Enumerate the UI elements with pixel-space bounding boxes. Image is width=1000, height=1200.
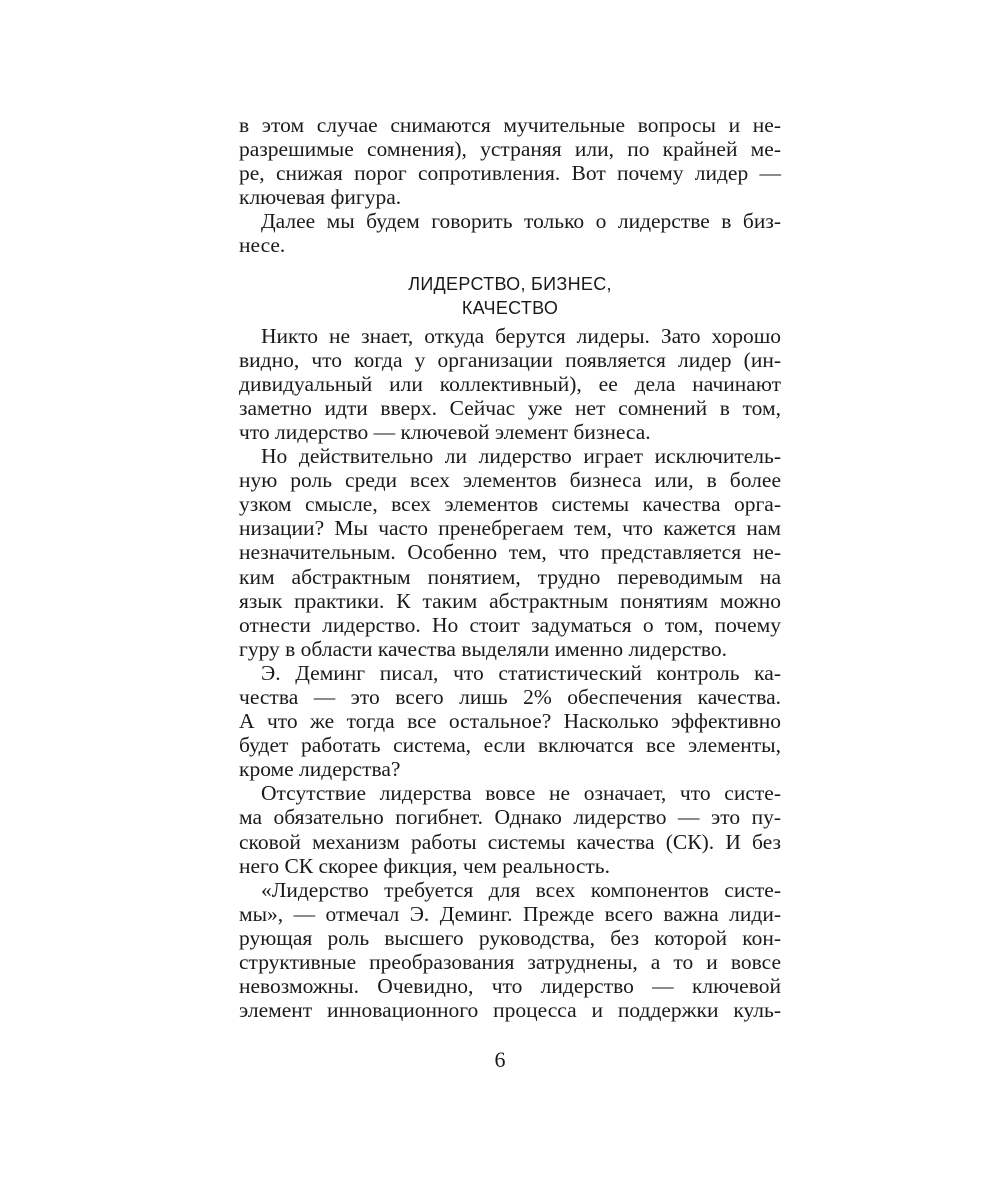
text-line: узком смысле, всех элементов системы качества орга- xyxy=(239,492,781,517)
text-line: гуру в области качества выделяли именно лидерство. xyxy=(239,636,727,661)
text-line: несе. xyxy=(239,233,286,258)
text-line: дивидуальный или коллективный), ее дела начинают xyxy=(239,371,781,396)
text-line: Э. Деминг писал, что статистический контроль ка- xyxy=(261,660,781,685)
paragraph xyxy=(239,444,781,661)
text-line: сковой механизм работы системы качества (СК). И без xyxy=(239,829,781,854)
text-line: видно, что когда у организации появляется лидер (ин- xyxy=(239,347,781,372)
text-line: что лидерство — ключевой элемент бизнеса. xyxy=(239,419,651,444)
text-line: ким абстрактным понятием, трудно переводимым на xyxy=(239,564,781,589)
text-line: рующая роль высшего руководства, без которой кон- xyxy=(239,925,781,950)
text-line: незначительным. Особенно тем, что представляется не- xyxy=(239,540,781,565)
text-line: кроме лидерства? xyxy=(239,757,401,782)
text-line: низации? Мы часто пренебрегаем тем, что кажется нам xyxy=(239,516,781,541)
text-line: А что же тогда все остальное? Насколько эффективно xyxy=(239,709,781,734)
paragraph xyxy=(239,878,781,1023)
text-line: Никто не знает, откуда берутся лидеры. Зато хорошо xyxy=(261,323,781,348)
text-line: Отсутствие лидерства вовсе не означает, что систе- xyxy=(261,781,781,806)
paragraph xyxy=(239,113,781,209)
text-line: него СК скорее фикция, чем реальность. xyxy=(239,853,610,878)
section-heading-line: КАЧЕСТВО xyxy=(461,297,559,318)
text-line: язык практики. К таким абстрактным понятиям можно xyxy=(239,588,781,613)
paragraph xyxy=(239,781,781,877)
text-line: «Лидерство требуется для всех компонентов систе- xyxy=(261,877,781,902)
section-heading-line: ЛИДЕРСТВО, БИЗНЕС, xyxy=(408,273,612,294)
paragraph xyxy=(239,209,781,257)
page-number: 6 xyxy=(494,1047,506,1072)
text-line: элемент инновационного процесса и поддержки куль- xyxy=(239,998,781,1023)
text-line: будет работать система, если включатся все элементы, xyxy=(239,733,781,758)
text-line: разрешимые сомнения), устраняя или, по крайней ме- xyxy=(239,137,781,162)
text-line: отнести лидерство. Но стоит задуматься о том, почему xyxy=(239,612,781,637)
text-line: ключевая фигура. xyxy=(239,185,402,210)
text-line: невозможны. Очевидно, что лидерство — ключевой xyxy=(239,974,781,999)
text-line: заметно идти вверх. Сейчас уже нет сомнений в том, xyxy=(239,395,781,420)
text-line: в этом случае снимаются мучительные вопросы и не- xyxy=(239,113,781,137)
section-heading xyxy=(239,272,781,320)
paragraph xyxy=(239,661,781,781)
text-line: структивные преобразования затруднены, а то и вовсе xyxy=(239,950,781,974)
text-line: Далее мы будем говорить только о лидерстве в биз- xyxy=(261,209,781,234)
text-line: чества — это всего лишь 2% обеспечения качества. xyxy=(239,684,781,709)
text-line: ную роль среди всех элементов бизнеса или, в более xyxy=(239,468,781,493)
text-line: ре, снижая порог сопротивления. Вот почему лидер — xyxy=(239,161,781,186)
text-line: Но действительно ли лидерство играет исключитель- xyxy=(261,444,781,469)
paragraph xyxy=(239,324,781,444)
text-line: ма обязательно погибнет. Однако лидерство — это пу- xyxy=(239,805,781,830)
page-body xyxy=(239,113,781,1022)
text-line: мы», — отмечал Э. Деминг. Прежде всего важна лиди- xyxy=(239,901,781,926)
